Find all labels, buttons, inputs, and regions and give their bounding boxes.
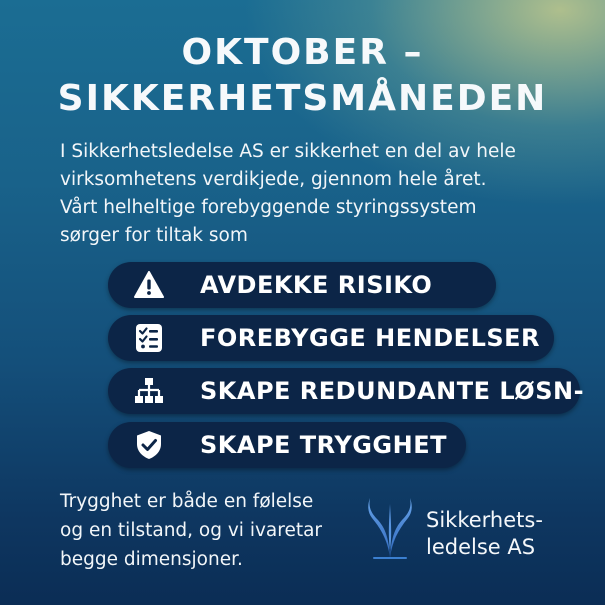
item-label: FOREBYGGE HENDELSER	[200, 324, 541, 352]
footer-line-3: begge dimensjoner.	[60, 549, 243, 570]
intro-line-1: I Sikkerhetsledelse AS er sikkerhet en del av hele	[60, 141, 516, 162]
logo-line-1: Sikkerhets-	[426, 508, 543, 532]
item-forebygge-hendelser	[108, 315, 554, 361]
network-icon	[134, 376, 164, 406]
logo-line-2: ledelse AS	[426, 535, 536, 559]
item-label: SKAPE REDUNDANTE LØSN-	[200, 377, 585, 405]
warning-icon	[134, 270, 164, 300]
item-label: AVDEKKE RISIKO	[200, 271, 433, 299]
item-skape-trygghet	[108, 422, 466, 468]
logo-text	[426, 507, 543, 561]
shield-check-icon	[134, 430, 164, 460]
item-skape-redundante-losninger	[108, 368, 585, 414]
intro-text	[60, 138, 560, 250]
checklist-icon	[134, 323, 164, 353]
footer-line-1: Trygghet er både en følelse	[60, 491, 314, 512]
intro-line-4: sørger for tiltak som	[60, 225, 248, 246]
item-label: SKAPE TRYGGHET	[200, 431, 447, 459]
page-title	[0, 30, 605, 122]
intro-line-3: Vårt helheltige forebyggende styringssystem	[60, 197, 477, 218]
logo-mark-icon	[364, 492, 416, 562]
title-line-2: SIKKERHETSMÅNEDEN	[57, 78, 548, 119]
title-line-1: OKTOBER –	[181, 32, 424, 73]
item-avdekke-risiko	[108, 262, 496, 308]
footer-line-2: og en tilstand, og vi ivaretar	[60, 520, 323, 541]
footer-text	[60, 487, 322, 574]
intro-line-2: virksomhetens verdikjede, gjennom hele året.	[60, 169, 487, 190]
